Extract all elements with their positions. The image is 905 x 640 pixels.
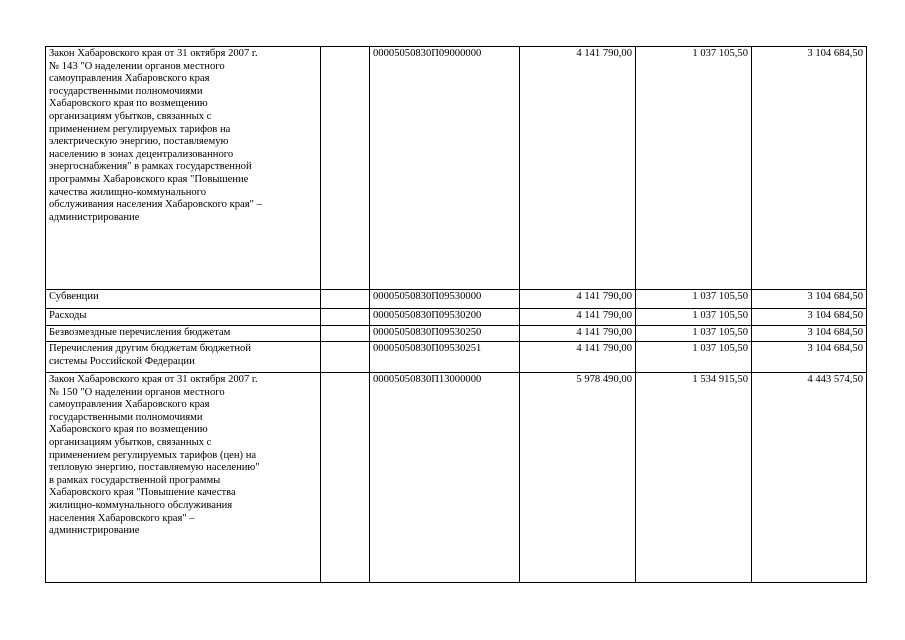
blank-cell	[321, 326, 370, 342]
plan-amount-cell: 5 978 490,00	[520, 373, 636, 583]
remaining-amount-cell: 3 104 684,50	[752, 309, 867, 326]
remaining-amount-cell: 3 104 684,50	[752, 342, 867, 373]
table-row	[46, 326, 867, 342]
budget-code-cell: 00005050830П09530000	[370, 290, 520, 309]
remaining-amount-cell: 3 104 684,50	[752, 47, 867, 290]
table-row	[46, 342, 867, 373]
remaining-amount-cell: 3 104 684,50	[752, 326, 867, 342]
table-row	[46, 309, 867, 326]
blank-cell	[321, 290, 370, 309]
executed-amount-cell: 1 534 915,50	[636, 373, 752, 583]
expense-name-cell: Субвенции	[46, 290, 321, 309]
executed-amount-cell: 1 037 105,50	[636, 342, 752, 373]
blank-cell	[321, 342, 370, 373]
blank-cell	[321, 47, 370, 290]
expense-name-cell: Закон Хабаровского края от 31 октября 2007 г. № 143 "О наделении органов местного самоуправления Хабаровского края государственными полномочиями Хабаровского края по возмещению организациям убытков, связанных с применением регулируемых тарифов на электрическую энергию, поставляемую населению в зонах децентрализованного энергоснабжения" в рамках государственной программы Хабаровского края "Повышение качества жилищно-коммунального обслуживания населения Хабаровского края" – администрирование	[46, 47, 321, 290]
executed-amount-cell: 1 037 105,50	[636, 290, 752, 309]
blank-cell	[321, 373, 370, 583]
budget-table	[45, 46, 867, 583]
table-row	[46, 290, 867, 309]
plan-amount-cell: 4 141 790,00	[520, 326, 636, 342]
executed-amount-cell: 1 037 105,50	[636, 309, 752, 326]
expense-name-cell: Перечисления другим бюджетам бюджетной системы Российской Федерации	[46, 342, 321, 373]
plan-amount-cell: 4 141 790,00	[520, 47, 636, 290]
plan-amount-cell: 4 141 790,00	[520, 309, 636, 326]
budget-code-cell: 00005050830П09530200	[370, 309, 520, 326]
executed-amount-cell: 1 037 105,50	[636, 326, 752, 342]
remaining-amount-cell: 4 443 574,50	[752, 373, 867, 583]
expense-name-cell: Безвозмездные перечисления бюджетам	[46, 326, 321, 342]
table-row	[46, 47, 867, 290]
budget-code-cell: 00005050830П09000000	[370, 47, 520, 290]
plan-amount-cell: 4 141 790,00	[520, 342, 636, 373]
budget-code-cell: 00005050830П13000000	[370, 373, 520, 583]
remaining-amount-cell: 3 104 684,50	[752, 290, 867, 309]
blank-cell	[321, 309, 370, 326]
budget-code-cell: 00005050830П09530250	[370, 326, 520, 342]
expense-name-cell: Закон Хабаровского края от 31 октября 2007 г. № 150 "О наделении органов местного самоуправления Хабаровского края государственными полномочиями Хабаровского края по возмещению организациям убытков, связанных с применением регулируемых тарифов (цен) на тепловую энергию, поставляемую населению" в рамках государственной программы Хабаровского края "Повышение качества жилищно-коммунального обслуживания населения Хабаровского края" – администрирование	[46, 373, 321, 583]
budget-code-cell: 00005050830П09530251	[370, 342, 520, 373]
executed-amount-cell: 1 037 105,50	[636, 47, 752, 290]
expense-name-cell: Расходы	[46, 309, 321, 326]
plan-amount-cell: 4 141 790,00	[520, 290, 636, 309]
table-row	[46, 373, 867, 583]
